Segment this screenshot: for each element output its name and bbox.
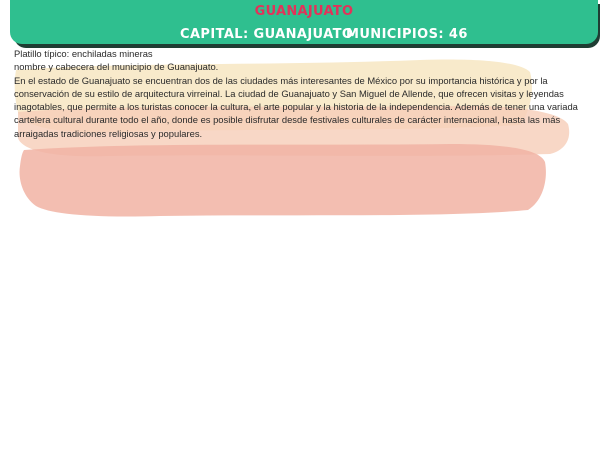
description-paragraph: En el estado de Guanajuato se encuentran dos de las ciudades más interesantes de México por su importancia histórica y por la conservación de su estilo de arquitectura virreinal. La ciudad de Guanajuato y San Miguel de Allende, que ofrecen visitas y leyendas inagotables, que permite a los turistas conocer la cultura, el arte popular y la historia de la independencia. Además de tener una variada cartelera cultural durante todo el año, donde es posible disfrutar desde festivales culturales de carácter internacional, hasta las más arraigadas tradiciones religiosas y populares. <box>14 74 578 139</box>
name-origin: nombre y cabecera del municipio de Guanajuato. <box>14 61 219 73</box>
state-banner <box>10 0 598 44</box>
municipios-label: MUNICIPIOS: 46 <box>346 27 468 42</box>
capital-label: CAPITAL: GUANAJUATO <box>180 27 354 42</box>
typical-dish: Platillo típico: enchiladas mineras <box>14 48 153 59</box>
brush-stroke-pink <box>20 144 546 217</box>
state-title: GUANAJUATO <box>254 4 354 19</box>
state-info-text <box>14 47 598 140</box>
